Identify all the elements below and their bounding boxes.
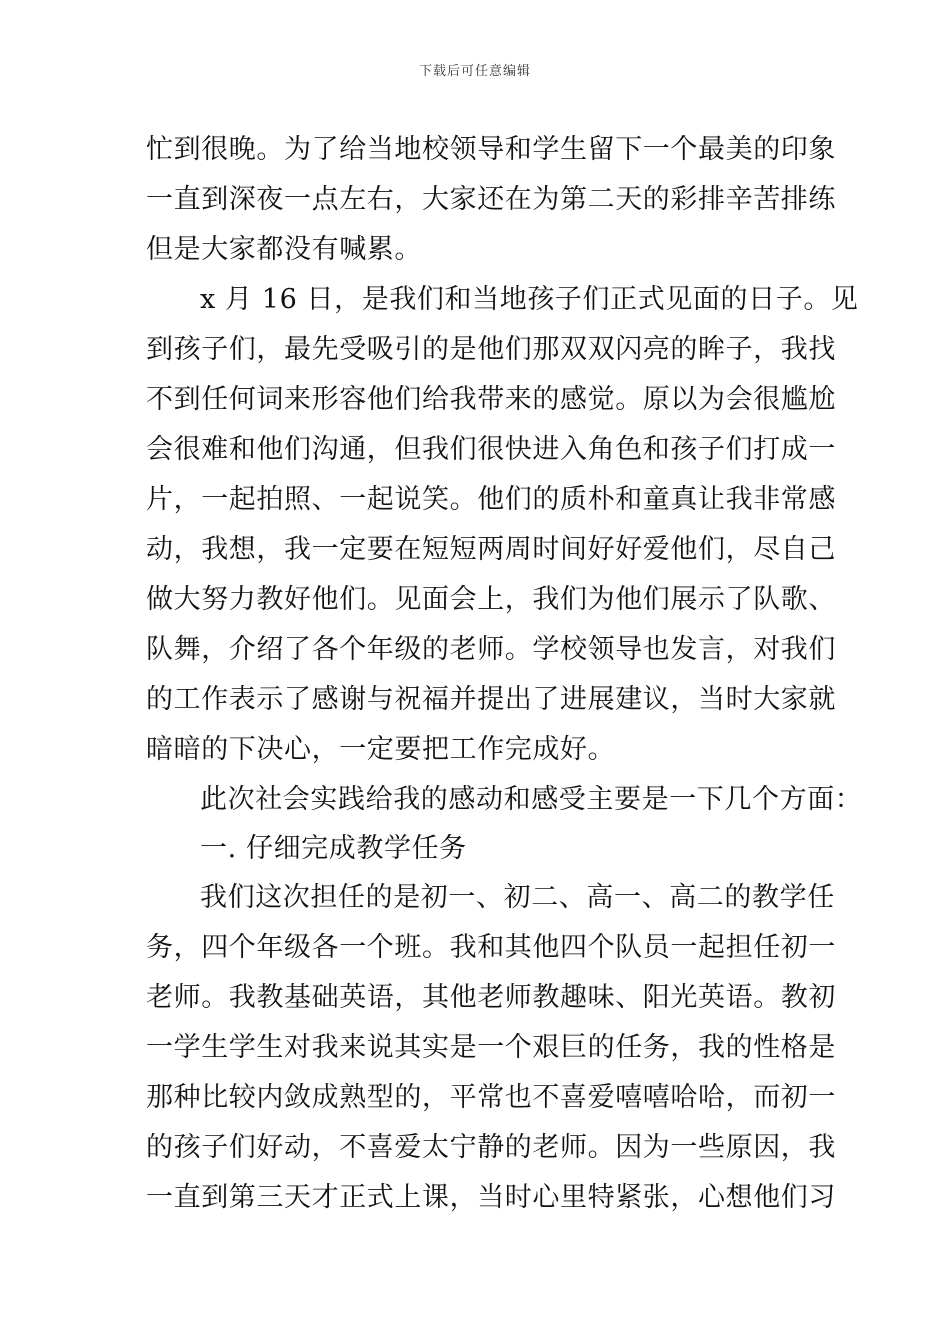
page-header: 下载后可任意编辑	[418, 64, 531, 79]
text-line: 片，一起拍照、一起说笑。他们的质朴和童真让我非常感	[146, 484, 836, 515]
paragraph	[146, 873, 836, 1223]
text-line: 的孩子们好动，不喜爱太宁静的老师。因为一些原因，我	[146, 1132, 836, 1163]
text-line: 一直到第三天才正式上课，当时心里特紧张，心想他们习	[146, 1182, 836, 1213]
text-line: 队舞，介绍了各个年级的老师。学校领导也发言，对我们	[146, 634, 836, 665]
text-line: 做大努力教好他们。见面会上，我们为他们展示了队歌、	[146, 584, 836, 615]
text-line: 我们这次担任的是初一、初二、高一、高二的教学任	[200, 882, 835, 913]
text-line: 会很难和他们沟通，但我们很快进入角色和孩子们打成一	[146, 434, 836, 465]
paragraph	[146, 275, 859, 775]
text-line: 到孩子们，最先受吸引的是他们那双双闪亮的眸子，我找	[146, 334, 836, 365]
section-heading	[146, 825, 816, 873]
paragraph	[146, 775, 863, 825]
text-line: x 月 16 日，是我们和当地孩子们正式见面的日子。见	[200, 284, 859, 315]
text-line: 一学生学生对我来说其实是一个艰巨的任务，我的性格是	[146, 1032, 836, 1063]
text-line: 但是大家都没有喊累。	[146, 234, 422, 265]
text-line: 忙到很晚。为了给当地校领导和学生留下一个最美的印象	[146, 134, 836, 165]
text-line: 那种比较内敛成熟型的，平常也不喜爱嘻嘻哈哈，而初一	[146, 1082, 836, 1113]
paragraph	[146, 125, 836, 275]
document-body	[146, 125, 863, 1223]
text-line: 老师。我教基础英语，其他老师教趣味、阳光英语。教初	[146, 982, 836, 1013]
text-line: 一直到深夜一点左右，大家还在为第二天的彩排辛苦排练	[146, 184, 836, 215]
text-line: 不到任何词来形容他们给我带来的感觉。原以为会很尴尬	[146, 384, 836, 415]
text-line: 一. 仔细完成教学任务	[200, 833, 467, 864]
text-line: 的工作表示了感谢与祝福并提出了进展建议，当时大家就	[146, 684, 836, 715]
text-line: 此次社会实践给我的感动和感受主要是一下几个方面：	[200, 784, 863, 815]
text-line: 动，我想，我一定要在短短两周时间好好爱他们，尽自己	[146, 534, 836, 565]
text-line: 务，四个年级各一个班。我和其他四个队员一起担任初一	[146, 932, 836, 963]
text-line: 暗暗的下决心，一定要把工作完成好。	[146, 734, 616, 765]
